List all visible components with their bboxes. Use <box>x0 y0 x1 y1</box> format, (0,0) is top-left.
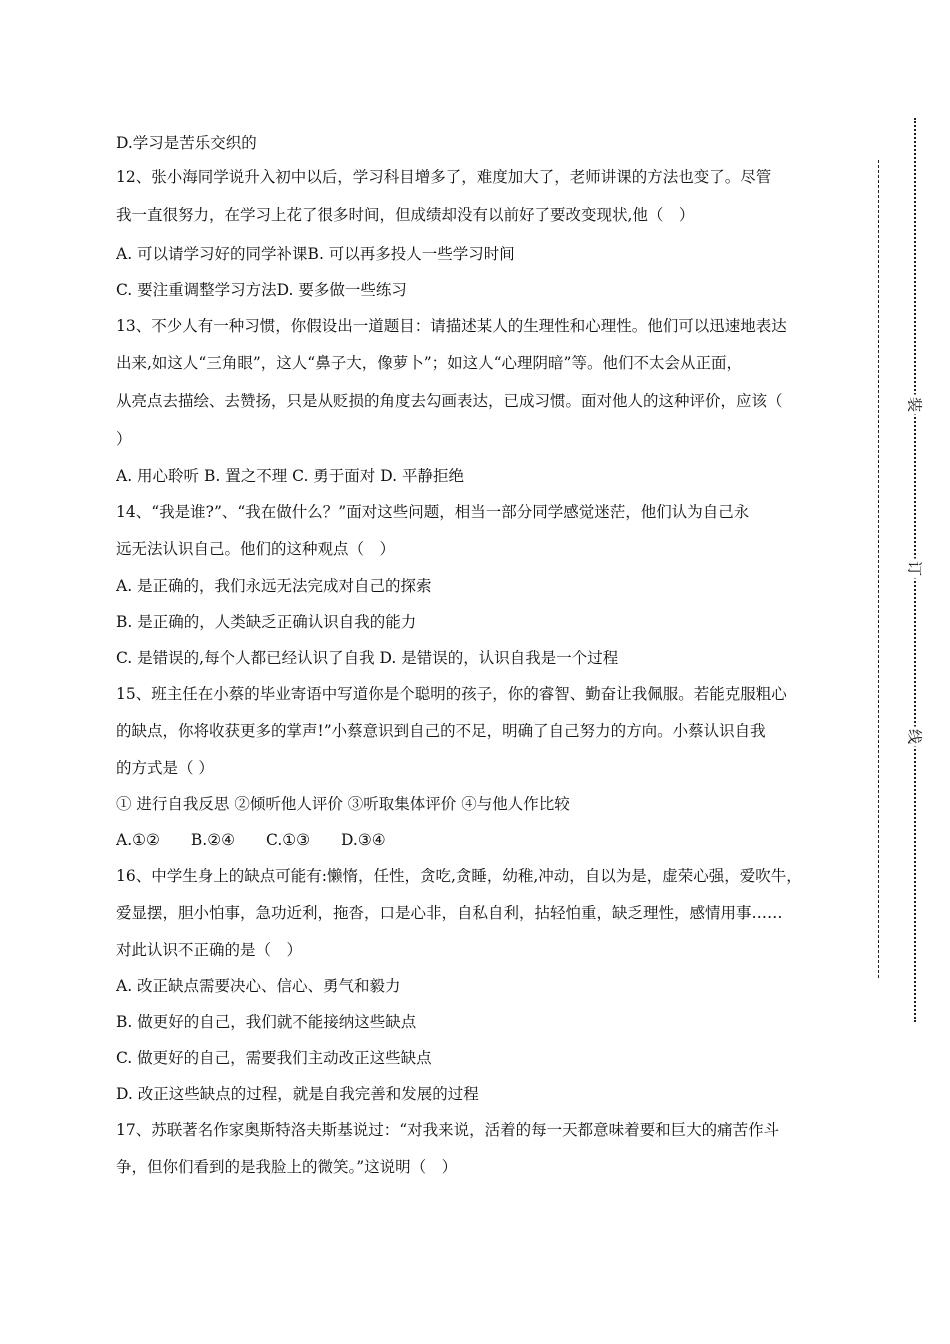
question-line: 的缺点，你将收获更多的掌声!”小蔡意识到自己的不足，明确了自己努力的方向。小蔡认识自我 <box>116 722 766 740</box>
question-line: A. 可以请学习好的同学补课B. 可以再多投人一些学习时间 <box>116 245 515 263</box>
question-line: B. 做更好的自己，我们就不能接纳这些缺点 <box>116 1013 417 1031</box>
question-line: 17、苏联著名作家奥斯特洛夫斯基说过：“对我来说，活着的每一天都意味着要和巨大的痛苦作斗 <box>116 1121 780 1139</box>
question-line: A. 用心聆听 B. 置之不理 C. 勇于面对 D. 平静拒绝 <box>116 467 464 485</box>
question-line: 14、“我是谁?”、“我在做什么？”面对这些问题，相当一部分同学感觉迷茫，他们认为自己永 <box>116 503 750 521</box>
binding-label-xian: 线 <box>905 727 926 747</box>
question-line: 12、张小海同学说升入初中以后，学习科目增多了，难度加大了，老师讲课的方法也变了。尽管 <box>116 168 772 186</box>
question-line: 16、中学生身上的缺点可能有:懒惰，任性，贪吃,贪睡，幼稚,冲动，自以为是，虚荣心强，爱吹牛， <box>116 867 802 885</box>
binding-dashed-line <box>878 160 879 978</box>
question-line: A. 改正缺点需要决心、信心、勇气和毅力 <box>116 977 401 995</box>
binding-label-zhuang: 装 <box>905 395 926 415</box>
question-line: 争，但你们看到的是我脸上的微笑。”这说明（ ） <box>116 1158 458 1176</box>
question-q15 <box>116 676 838 858</box>
question-q14 <box>116 494 838 676</box>
question-q12 <box>116 160 838 308</box>
question-list <box>116 126 838 1186</box>
question-line: 出来,如这人“三角眼”，这人“鼻子大，像萝卜”；如这人“心理阴暗”等。他们不太会从正面， <box>116 354 742 372</box>
question-line: D. 改正这些缺点的过程，就是自我完善和发展的过程 <box>116 1085 479 1103</box>
question-line: A. 是正确的，我们永远无法完成对自己的探索 <box>116 577 432 595</box>
question-line: 我一直很努力，在学习上花了很多时间，但成绩却没有以前好了要改变现状,他（ ） <box>116 206 695 224</box>
question-line: D.学习是苦乐交织的 <box>116 134 257 152</box>
question-line: A.①② B.②④ C.①③ D.③④ <box>116 831 386 849</box>
question-q16 <box>116 858 838 1112</box>
question-line: ） <box>116 430 132 448</box>
question-line: 从亮点去描绘、去赞扬，只是从贬损的角度去勾画表达，已成习惯。面对他人的这种评价，应该（ <box>116 392 783 410</box>
question-line: ① 进行自我反思 ②倾听他人评价 ③听取集体评价 ④与他人作比较 <box>116 795 570 813</box>
question-line: 15、班主任在小蔡的毕业寄语中写道你是个聪明的孩子，你的睿智、勤奋让我佩服。若能克服粗心 <box>116 685 787 703</box>
question-line: C. 做更好的自己，需要我们主动改正这些缺点 <box>116 1049 432 1067</box>
question-line: B. 是正确的，人类缺乏正确认识自我的能力 <box>116 613 417 631</box>
question-q11_tail <box>116 126 838 160</box>
question-line: C. 要注重调整学习方法D. 要多做一些练习 <box>116 281 407 299</box>
question-line: 爱显摆，胆小怕事，急功近利，拖沓，口是心非，自私自利，拈轻怕重，缺乏理性，感情用事…… <box>116 904 783 922</box>
question-q17 <box>116 1112 838 1186</box>
question-line: 远无法认识自己。他们的这种观点（ ） <box>116 540 396 558</box>
question-line: 的方式是（ ） <box>116 759 214 777</box>
question-line: C. 是错误的,每个人都已经认识了自我 D. 是错误的，认识自我是一个过程 <box>116 649 619 667</box>
question-q13 <box>116 308 838 494</box>
question-line: 13、不少人有一种习惯，你假设出一道题目：请描述某人的生理性和心理性。他们可以迅速地表达 <box>116 317 787 335</box>
question-line: 对此认识不正确的是（ ） <box>116 941 303 959</box>
binding-label-ding: 订 <box>905 559 926 579</box>
